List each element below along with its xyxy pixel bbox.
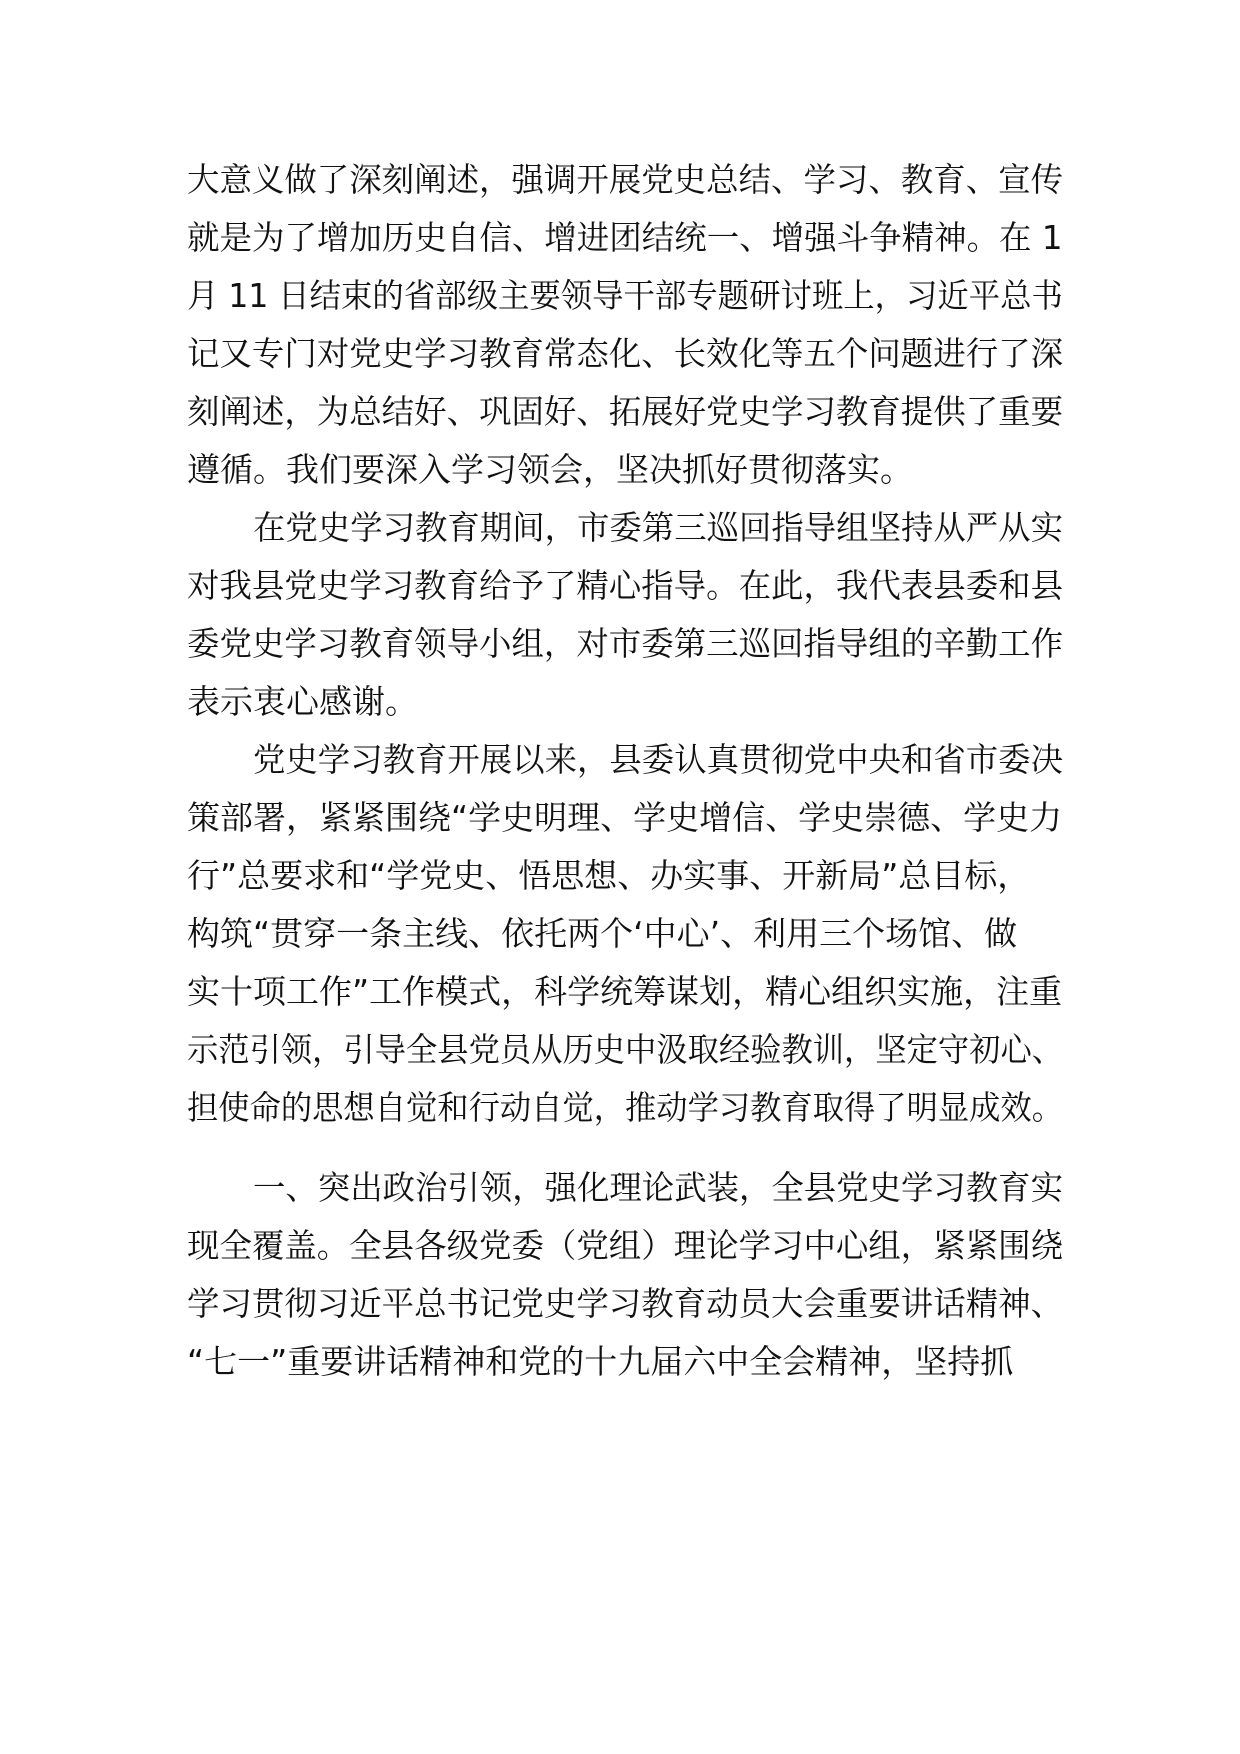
text-line: 学习贯彻习近平总书记党史学习教育动员大会重要讲话精神、 (187, 1284, 1064, 1323)
text-line: 刻阐述，为总结好、巩固好、拓展好党史学习教育提供了重要 (187, 392, 1064, 431)
text-line: 实十项工作”工作模式，科学统筹谋划，精心组织实施，注重 (187, 972, 1063, 1011)
text-line: 担使命的思想自觉和行动自觉，推动学习教育取得了明显成效。 (187, 1088, 1064, 1127)
text-line: 构筑“贯穿一条主线、依托两个‘中心’、利用三个场馆、做 (187, 914, 1018, 953)
text-line: 对我县党史学习教育给予了精心指导。在此，我代表县委和县 (187, 566, 1064, 605)
text-line: 行”总要求和“学党史、悟思想、办实事、开新局”总目标， (187, 856, 1031, 895)
section-heading-line: 一、突出政治引领，强化理论武装，全县党史学习教育实 (253, 1168, 1063, 1207)
text-line: 表示衷心感谢。 (187, 682, 418, 721)
text-line: 委党史学习教育领导小组，对市委第三巡回指导组的辛勤工作 (187, 624, 1064, 663)
text-line: 遵循。我们要深入学习领会，坚决抓好贯彻落实。 (187, 450, 913, 489)
paragraph-start-line: 在党史学习教育期间，市委第三巡回指导组坚持从严从实 (253, 508, 1063, 547)
paragraph-start-line: 党史学习教育开展以来，县委认真贯彻党中央和省市委决 (253, 740, 1063, 779)
text-line: 现全覆盖。全县各级党委（党组）理论学习中心组，紧紧围绕 (187, 1226, 1064, 1265)
text-line: 策部署，紧紧围绕“学史明理、学史增信、学史崇德、学史力 (187, 798, 1063, 837)
text-line: 示范引领，引导全县党员从历史中汲取经验教训，坚定守初心、 (187, 1030, 1064, 1069)
text-line: 就是为了增加历史自信、增进团结统一、增强斗争精神。在 1 (187, 218, 1063, 257)
text-line: 大意义做了深刻阐述，强调开展党史总结、学习、教育、宣传 (187, 160, 1064, 199)
text-line: 记又专门对党史学习教育常态化、长效化等五个问题进行了深 (187, 334, 1064, 373)
text-line: 月 11 日结束的省部级主要领导干部专题研讨班上，习近平总书 (187, 276, 1063, 315)
text-line: “七一”重要讲话精神和党的十九届六中全会精神，坚持抓 (187, 1342, 1014, 1381)
